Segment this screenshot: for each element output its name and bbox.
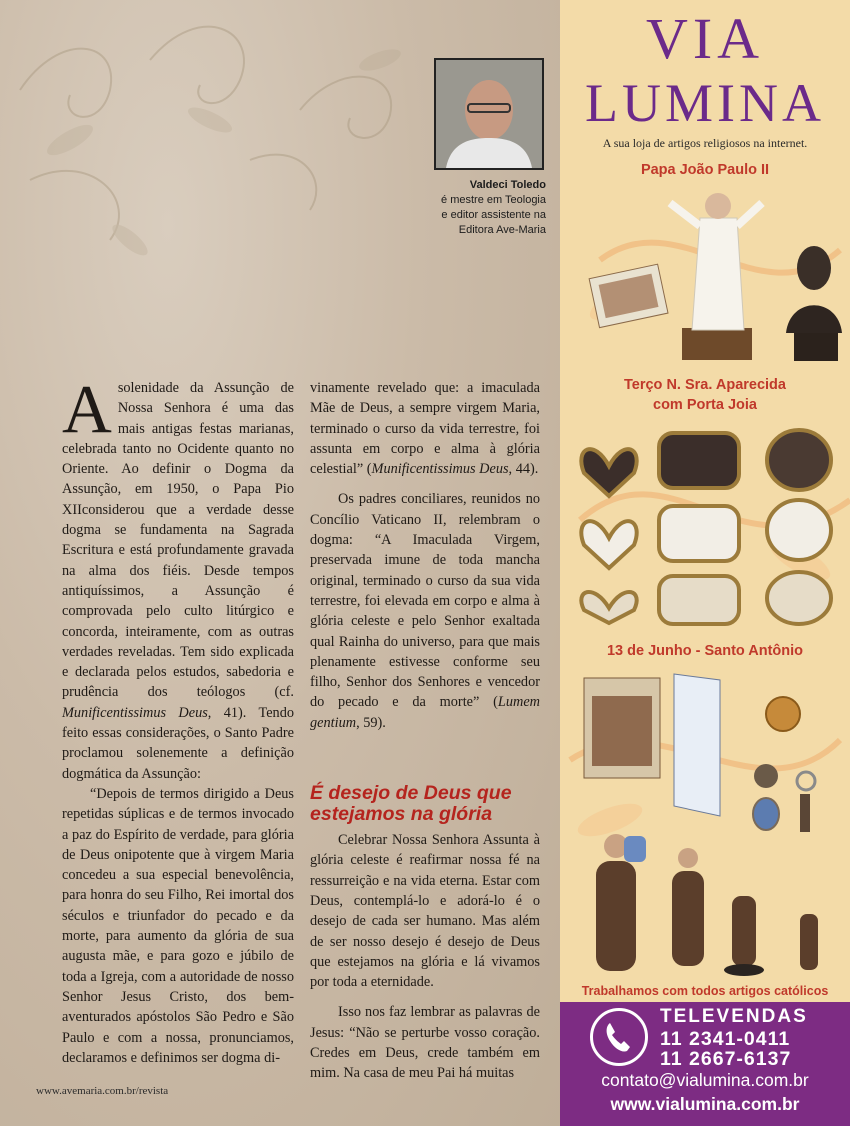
logo-via: VIA	[645, 6, 765, 71]
phone-number[interactable]: 11 2667-6137	[660, 1048, 792, 1070]
citation: Lumem gentium	[310, 694, 540, 731]
ad-footer-line: Trabalhamos com todos artigos católicos	[581, 984, 829, 998]
website-link[interactable]: www.vialumina.com.br	[610, 1094, 800, 1114]
ad-section-title: 13 de Junho - Santo Antônio	[606, 643, 803, 659]
article-column-2	[310, 378, 540, 1084]
article-paragraph: vinamente revelado que: a imaculada Mãe de Deus, a sempre virgem Maria, terminado o curso da vida terrestre, foi assunta em corpo e alma à glória celestial” (Munificentissimus Deus, 44).	[310, 380, 540, 478]
author-name: Valdeci Toledo	[469, 179, 546, 191]
author-bio-line: Editora Ave-Maria	[458, 224, 546, 236]
section-heading: É desejo de Deus que estejamos na glória	[310, 782, 512, 826]
logo-lumina: LUMINA	[585, 73, 825, 133]
article-paragraph: “Depois de termos dirigido a Deus repetidas súplicas e de termos invocado a paz do Espírito de verdade, para glória de Deus onipotente que à virgem Maria concedeu a sua especial benevolência, para honra do seu Filho, Rei imortal dos séculos e triunfador do pecado e da morte, para aumento da glória de sua augusta mãe, e para gozo e júbilo de toda a Igreja, com a autoridade de nosso Senhor Jesus Cristo, dos bem-aventurados apóstolos São Pedro e São Paulo e com a nossa, pronunciamos, declaramos e definimos ser dogma di-	[62, 785, 294, 1066]
ad-section-title: Papa João Paulo II	[640, 162, 770, 178]
article-paragraph: Asolenidade da Assunção de Nossa Senhora é uma das mais antigas festas marianas, celebrada tanto no Ocidente quanto no Oriente. Ao definir o Dogma da Assunção, em 1950, o Papa Pio XIIconsiderou que a verdade desse dogma se fundamenta na Sagrada Escritura e está profundamente gravada na alma dos fiéis. Desde tempos antiquíssimos, a Assunção é comprovada pelo culto litúrgico e concorda, inteiramente, com as outras verdades reveladas. Tem sido explicada e declarada pelos estudos, sabedoria e prudência dos teólogos (cf. Munificentissimus Deus, 41). Tendo feito essas considerações, o Santo Padre proclamou solenemente a definição dogmática da Assunção:	[62, 371, 294, 782]
footer-url: www.avemaria.com.br/revista	[36, 1085, 169, 1097]
citation: Munificentissimus Deus	[371, 461, 509, 478]
dropcap: A	[62, 371, 112, 447]
ad-contact-bar[interactable]	[560, 1002, 850, 1126]
article-paragraph: Celebrar Nossa Senhora Assunta à glória celeste é reafirmar nossa fé na ressurreição e na vida eterna. Estar com Deus, contemplá-lo e adorá-lo é o desejo de cada ser humano. Mas além de ser nosso desejo é desejo de Deus que estejamos na glória e lá vivamos por toda a eternidade.	[310, 832, 540, 991]
phone-icon	[590, 1008, 648, 1066]
pope-products-image	[582, 178, 842, 368]
ad-section-title: com Porta Joia	[653, 397, 757, 413]
article-column-1	[62, 371, 294, 1068]
phone-number[interactable]: 11 2341-0411	[660, 1028, 791, 1050]
article-paragraph: Os padres conciliares, reunidos no Concílio Vaticano II, relembram o dogma: “A Imaculada Virgem, preservada imune de toda mancha original, terminado o curso da sua vida terrestre, foi elevada em corpo e alma à glória celeste e pelo Senhor exaltada qual Rainha do universo, para que mais plenamente estivesse conforme seu filho, Senhor dos Senhores e vencedor do pecado e da morte” (Lumem gentium, 59).	[310, 491, 540, 731]
ad-section-title: Terço N. Sra. Aparecida	[624, 377, 786, 393]
author-bio-line: é mestre em Teologia	[441, 194, 546, 206]
contact-email-link[interactable]: contato@vialumina.com.br	[601, 1070, 809, 1090]
ad-tagline: A sua loja de artigos religiosos na internet.	[602, 136, 808, 150]
author-caption	[400, 178, 546, 238]
santo-antonio-products-image	[574, 666, 844, 984]
via-lumina-ad[interactable]	[560, 0, 850, 1126]
televendas-label: TELEVENDAS	[660, 1006, 808, 1027]
article-paragraph: Isso nos faz lembrar as palavras de Jesus: “Não se perturbe vosso coração. Credes em Deus, crede também em mim. Na casa de meu Pai há muitas	[310, 1004, 540, 1082]
author-photo	[434, 58, 544, 170]
rosary-box-products-image	[574, 418, 844, 628]
citation: Munificentissimus Deus	[62, 704, 208, 721]
author-bio-line: e editor assistente na	[441, 209, 546, 221]
